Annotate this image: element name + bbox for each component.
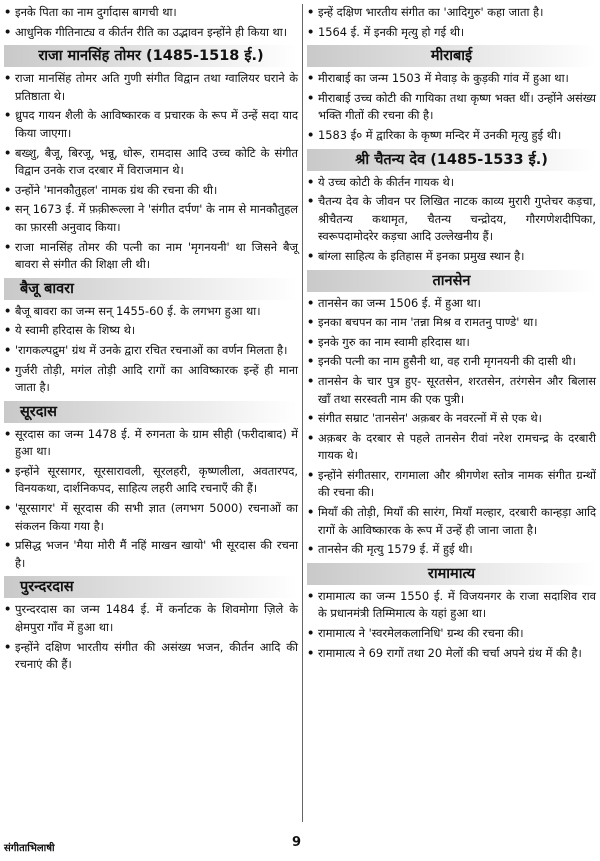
list-item: • इनकी पत्नी का नाम हुसैनी था, वह रानी मृगनयनी की दासी थी। (307, 353, 596, 371)
section-mirabai (307, 45, 596, 144)
list-item: • इनका बचपन का नाम 'तन्ना मिश्र व रामतनु पाण्डे' था। (307, 314, 596, 332)
section-tansen (307, 270, 596, 559)
list-item: • इनके गुरु का नाम स्वामी हरिदास था। (307, 334, 596, 352)
section-ramamatya (307, 563, 596, 662)
list-item: • मीराबाई का जन्म 1503 में मेवाड़ के कुड़की गांव में हुआ था। (307, 70, 596, 88)
list-item: • उन्होंने 'मानकौतुहल' नामक ग्रंथ की रचना की थी। (4, 182, 298, 200)
intro-list (307, 4, 596, 41)
list-item: • 1564 ई. में इनकी मृत्यु हो गई थी। (307, 24, 596, 42)
section-surdas (4, 401, 298, 573)
section-heading: मीराबाई (307, 45, 596, 67)
list-item: • बैजू बावरा का जन्म सन् 1455-60 ई. के लगभग हुआ था। (4, 303, 298, 321)
list-item: • राजा मानसिंह तोमर अति गुणी संगीत विद्वान तथा ग्वालियर घराने के प्रतिष्ठाता थे। (4, 70, 298, 105)
list-item: • ये स्वामी हरिदास के शिष्य थे। (4, 322, 298, 340)
list-item: • बख्शु, बैजू, बिरजू, भन्नू, धोरू, रामदास आदि उच्च कोटि के संगीत विद्वान उनके राज दरबार में विराजमान थे। (4, 145, 298, 180)
list-item: • पुरन्दरदास का जन्म 1484 ई. में कर्नाटक के शिवमोगा ज़िले के क्षेमपुरा गाँव में हुआ था। (4, 601, 298, 636)
section-heading: सूरदास (4, 401, 298, 423)
right-column (307, 4, 596, 664)
list-item: • सूरदास का जन्म 1478 ई. में रुगनता के ग्राम सीही (फरीदाबाद) में हुआ था। (4, 426, 298, 461)
list-item: • इन्होंने संगीतसार, रागमाला और श्रीगणेश स्तोत्र नामक संगीत ग्रन्थों की रचना की। (307, 467, 596, 502)
section-raja-mansingh-tomar (4, 45, 298, 274)
list-item: • ये उच्च कोटी के कीर्तन गायक थे। (307, 174, 596, 192)
list-item: • आधुनिक गीतिनाट्य व कीर्तन रीति का उद्भावन इन्होंने ही किया था। (4, 24, 298, 42)
list-item: • रामामात्य ने 'स्वरमेलकलानिधि' ग्रन्थ की रचना की। (307, 625, 596, 643)
intro-list (4, 4, 298, 41)
list-item: • संगीत सम्राट 'तानसेन' अक़बर के नवरत्नों में से एक थे। (307, 410, 596, 428)
list-item: • तानसेन का जन्म 1506 ई. में हुआ था। (307, 295, 596, 313)
list-item: • मीराबाई उच्च कोटी की गायिका तथा कृष्ण भक्त थीं। उन्होंने असंख्य भक्ति गीतों की रचना की है। (307, 90, 596, 125)
section-heading: तानसेन (307, 270, 596, 292)
column-divider (302, 4, 303, 822)
list-item: • मियाँ की तोड़ी, मियाँ की सारंग, मियाँ मल्हार, दरबारी कान्हड़ा आदि रागों के आविष्कारक के रूप में उन्हें ही जाना जाता है। (307, 504, 596, 539)
list-item: • चैतन्य देव के जीवन पर लिखित नाटक काव्य मुरारी गुप्तेचर कड़चा, श्रीचैतन्य कथामृत, चैतन्य चन्द्रोदय, गौरगणेशदीपिका, स्वरूपदामोदरेर कड़चा आदि उल्लेखनीय हैं। (307, 193, 596, 246)
left-column (4, 4, 298, 676)
section-heading: राजा मानसिंह तोमर (1485-1518 ई.) (4, 45, 298, 67)
page-number: 9 (292, 835, 302, 850)
list-item: • बांग्ला साहित्य के इतिहास में इनका प्रमुख स्थान है। (307, 248, 596, 266)
section-heading: पुरन्दरदास (4, 576, 298, 598)
section-heading: श्री चैतन्य देव (1485-1533 ई.) (307, 149, 596, 171)
section-chaitanya-dev (307, 149, 596, 266)
list-item: • तानसेन के चार पुत्र हुए- सूरतसेन, शरतसेन, तरंगसेन और बिलास खाँ तथा सरस्वती नाम की एक पुत्री। (307, 373, 596, 408)
list-item: • तानसेन की मृत्यु 1579 ई. में हुई थी। (307, 541, 596, 559)
list-item: • 'सूरसागर' में सूरदास की सभी ज्ञात (लगभग 5000) रचनाओं का संकलन किया गया है। (4, 500, 298, 535)
list-item: • 1583 ई० में द्वारिका के कृष्ण मन्दिर में उनकी मृत्यु हुई थी। (307, 127, 596, 145)
list-item: • इन्होंने दक्षिण भारतीय संगीत की असंख्य भजन, कीर्तन आदि की रचनाएं की हैं। (4, 639, 298, 674)
list-item: • ध्रुपद गायन शैली के आविष्कारक व प्रचारक के रूप में उन्हें सदा याद किया जाएगा। (4, 107, 298, 142)
list-item: • इन्होंने सूरसागर, सूरसारावली, सूरलहरी, कृष्णलीला, अवतारपद, विनयकथा, दार्शनिकपद, साहित्य लहरी आदि रचनाएँ की हैं। (4, 463, 298, 498)
list-item: • रामामात्य ने 69 रागों तथा 20 मेलों की चर्चा अपने ग्रंथ में की है। (307, 645, 596, 663)
list-item: • इनके पिता का नाम दुर्गादास बागची था। (4, 4, 298, 22)
list-item: • सन् 1673 ई. में फ़क़ीरूल्ला ने 'संगीत दर्पण' के नाम से मानकौतुहल का फ़ारसी अनुवाद किया। (4, 201, 298, 236)
section-heading: रामामात्य (307, 563, 596, 585)
list-item: • इन्हें दक्षिण भारतीय संगीत का 'आदिगुरु' कहा जाता है। (307, 4, 596, 22)
section-heading: बैजू बावरा (4, 278, 298, 300)
section-baiju-bawra (4, 278, 298, 397)
section-purandardas (4, 576, 298, 673)
list-item: • रामामात्य का जन्म 1550 ई. में विजयनगर के राजा सदाशिव राव के प्रधानमंत्री तिम्मिमात्य के यहां हुआ था। (307, 588, 596, 623)
list-item: • 'रागकल्पद्रुम' ग्रंथ में उनके द्वारा रचित रचनाओं का वर्णन मिलता है। (4, 342, 298, 360)
list-item: • राजा मानसिंह तोमर की पत्नी का नाम 'मृगनयनी' था जिसने बैजू बावरा से संगीत की शिक्षा ली थी। (4, 239, 298, 274)
list-item: • प्रसिद्ध भजन 'मैया मोरी मैं नहिं माखन खायो' भी सूरदास की रचना है। (4, 537, 298, 572)
footer-book-title: संगीताभिलाषी (4, 843, 55, 854)
list-item: • गुर्जरी तोड़ी, मगंल तोड़ी आदि रागों का आविष्कारक इन्हें ही माना जाता है। (4, 362, 298, 397)
list-item: • अक़बर के दरबार से पहले तानसेन रीवां नरेश रामचन्द्र के दरबारी गायक थे। (307, 430, 596, 465)
